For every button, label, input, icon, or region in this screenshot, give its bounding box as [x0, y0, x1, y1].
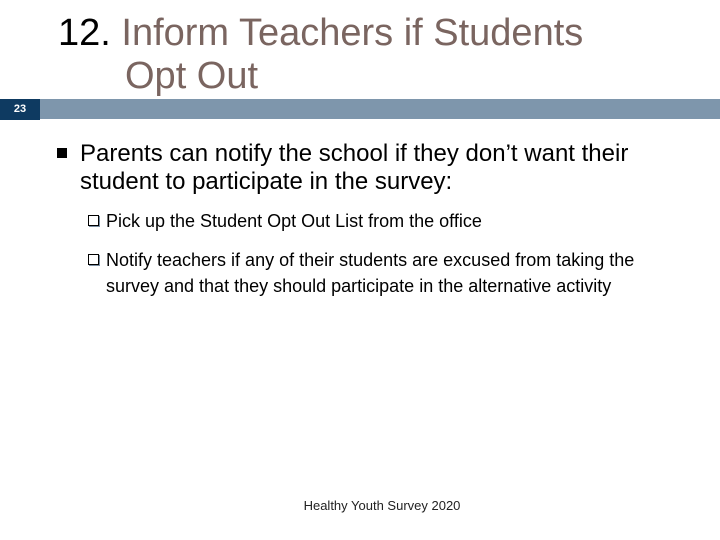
- checkbox-bullet-icon: [88, 254, 99, 265]
- slide-title: [58, 12, 698, 98]
- checkbox-bullet-icon: [88, 215, 99, 226]
- slide-number-badge: 23: [0, 99, 40, 120]
- sub-bullet: [88, 208, 658, 234]
- title-number: 12.: [58, 12, 111, 54]
- slide-footer: Healthy Youth Survey 2020: [303, 498, 461, 513]
- sub-bullet: [88, 247, 658, 299]
- sub-bullet-text: Pick up the Student Opt Out List from the office: [106, 211, 482, 231]
- title-line-2: Opt Out: [125, 55, 259, 97]
- title-line-1: Inform Teachers if Students: [121, 12, 584, 54]
- sub-bullet-text: Notify teachers if any of their students are excused from taking the survey and that they should participate in the alternative activity: [106, 250, 635, 296]
- main-bullet-text: Parents can notify the school if they don’t want their student to participate in the survey:: [80, 140, 629, 195]
- main-bullet: [57, 140, 687, 196]
- square-bullet-icon: [57, 148, 67, 158]
- title-divider-bar: [0, 99, 720, 119]
